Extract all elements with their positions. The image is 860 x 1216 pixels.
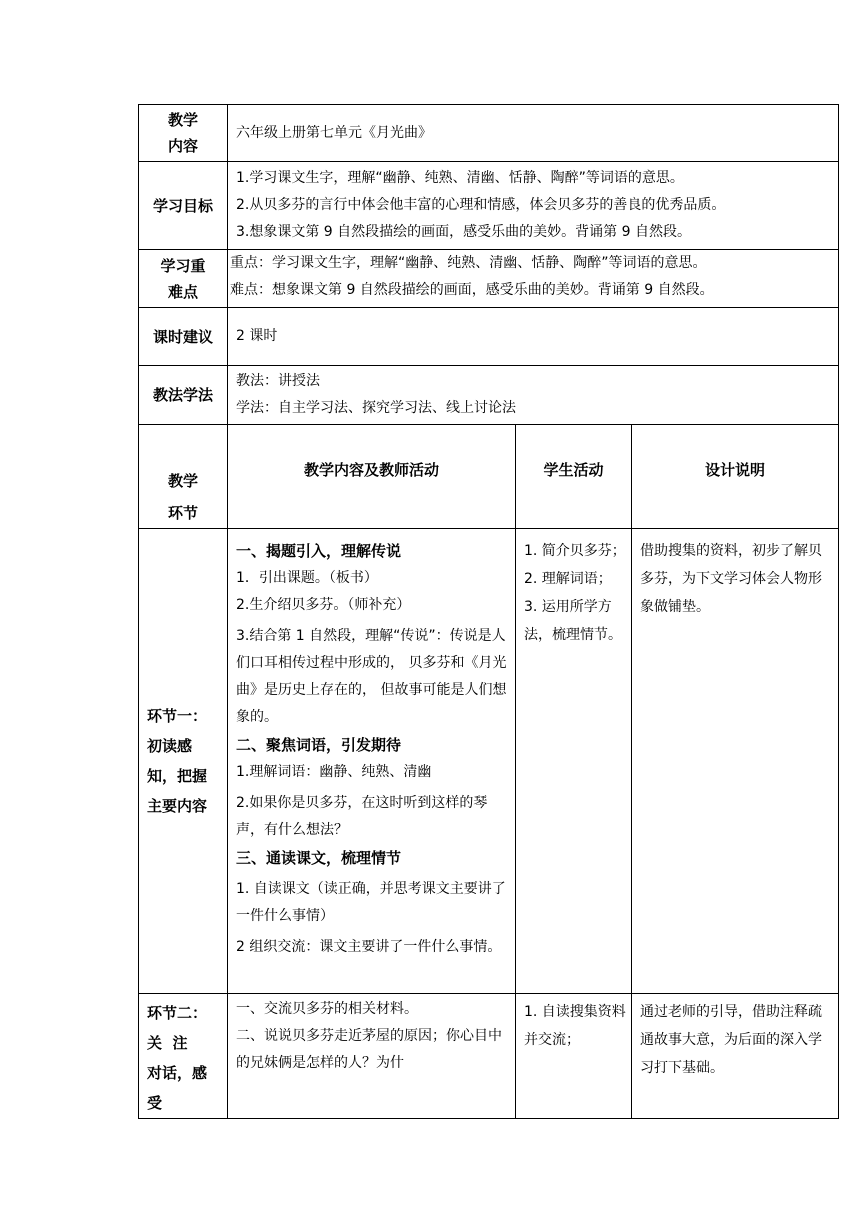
goal-item: 1.学习课文生字，理解“幽静、纯熟、清幽、恬静、陶醉”等词语的意思。	[236, 170, 684, 186]
stage2-teacher	[228, 994, 516, 1119]
row-methods	[139, 366, 839, 425]
teacher-step: 2.生介绍贝多芬。（师补充）	[236, 597, 411, 613]
label-key-points: 学习重 难点	[139, 250, 228, 308]
stage2-student	[516, 994, 632, 1119]
value-content: 六年级上册第七单元《月光曲》	[228, 105, 839, 162]
row-stage2	[139, 994, 839, 1119]
teacher-step: 二、说说贝多芬走近茅屋的原因；你心目中的兄妹俩是怎样的人？为什	[236, 1028, 502, 1071]
stage2-design	[632, 994, 839, 1119]
method-item: 教法：讲授法	[236, 373, 320, 389]
row-content	[139, 105, 839, 162]
value-goals	[228, 162, 839, 250]
student-step: 3. 运用所学方法，梳理情节。	[524, 599, 622, 643]
section-heading: 三、通读课文，梳理情节	[236, 849, 402, 867]
stage2-label: 环节二： 关 注 对话，感 受	[139, 994, 228, 1119]
stage1-label: 环节一： 初读感 知，把握 主要内容	[139, 529, 228, 994]
row-stage1	[139, 529, 839, 994]
key-point-item: 难点：想象课文第 9 自然段描绘的画面，感受乐曲的美妙。背诵第 9 自然段。	[230, 282, 714, 298]
label-content: 教学 内容	[139, 105, 228, 162]
row-headers	[139, 425, 839, 529]
row-hours	[139, 308, 839, 366]
stage1-design	[632, 529, 839, 994]
value-hours: 2 课时	[228, 308, 839, 366]
teacher-step: 2.如果你是贝多芬，在这时听到这样的琴声，有什么想法？	[236, 795, 488, 838]
stage1-student	[516, 529, 632, 994]
goal-item: 3.想象课文第 9 自然段描绘的画面，感受乐曲的美妙。背诵第 9 自然段。	[236, 224, 691, 240]
row-goals	[139, 162, 839, 250]
student-step: 1. 自读搜集资料并交流；	[524, 1004, 626, 1048]
teacher-step: 1．引出课题。（板书）	[236, 570, 378, 586]
key-point-item: 重点：学习课文生字，理解“幽静、纯熟、清幽、恬静、陶醉”等词语的意思。	[230, 255, 707, 271]
goal-item: 2.从贝多芬的言行中体会他丰富的心理和情感，体会贝多芬的善良的优秀品质。	[236, 197, 726, 213]
label-methods: 教法学法	[139, 366, 228, 425]
row-key-points	[139, 250, 839, 308]
section-heading: 一、揭题引入，理解传说	[236, 542, 402, 560]
teacher-step: 一、交流贝多芬的相关材料。	[236, 1001, 418, 1017]
section-heading: 二、聚焦词语，引发期待	[236, 736, 402, 754]
teacher-step: 1.理解词语：幽静、纯熟、清幽	[236, 764, 432, 780]
method-item: 学法：自主学习法、探究学习法、线上讨论法	[236, 400, 516, 416]
student-step: 1. 简介贝多芬；	[524, 543, 626, 559]
teacher-step: 3.结合第 1 自然段，理解“传说”：传说是人们口耳相传过程中形成的， 贝多芬和《月光曲》是历史上存在的， 但故事可能是人们想象的。	[236, 628, 507, 725]
value-methods	[228, 366, 839, 425]
label-goals: 学习目标	[139, 162, 228, 250]
design-note: 借助搜集的资料，初步了解贝多芬，为下文学习体会人物形象做铺垫。	[640, 543, 822, 615]
header-teacher: 教学内容及教师活动	[228, 425, 516, 529]
value-key-points	[228, 250, 839, 308]
stage1-teacher	[228, 529, 516, 994]
header-stage: 教学 环节	[139, 425, 228, 529]
lesson-plan-table	[138, 104, 839, 1119]
teacher-step: 1. 自读课文（读正确，并思考课文主要讲了一件什么事情）	[236, 881, 506, 924]
header-design: 设计说明	[632, 425, 839, 529]
label-hours: 课时建议	[139, 308, 228, 366]
teacher-step: 2 组织交流：课文主要讲了一件什么事情。	[236, 939, 502, 955]
design-note: 通过老师的引导，借助注释疏通故事大意，为后面的深入学习打下基础。	[640, 1004, 822, 1076]
header-student: 学生活动	[516, 425, 632, 529]
student-step: 2. 理解词语；	[524, 571, 612, 587]
